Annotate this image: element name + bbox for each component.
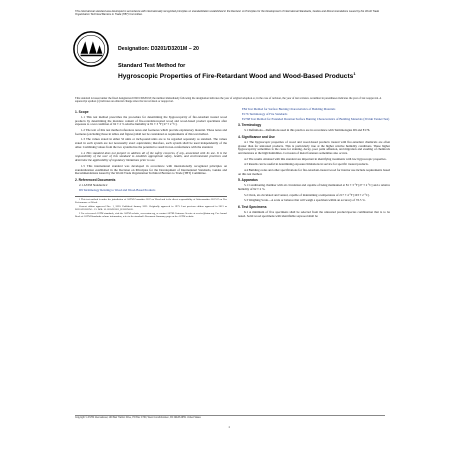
significance-para: 4.4 Building codes and other specifications for fire-retardant-treated wood for interior use include requirements based on this test method. [238, 167, 390, 176]
apparatus-para: 5.2 Oven, air-circulated and vented, capable of maintaining a temperature of 217 ± 4 °F [103 ± 2 °C]. [244, 192, 370, 197]
title-footnote-mark: 1 [353, 70, 356, 76]
section-referenced-documents-heading: 2. Referenced Documents [75, 177, 116, 182]
designation: Designation: D3201/D3201M − 20 [118, 46, 199, 52]
right-column [238, 108, 390, 220]
reference-link[interactable]: E2768 Test Method for Extended Duration Surface Burning Characteristics of Building Materials (30 min Tunnel Test) [242, 116, 390, 121]
scope-para: 1.3 The values stated in either SI units or inch-pound units are to be regarded separately as standard. The values stated in each system are not necessarily exact equivalents; therefore, each system shall be used independently of the other. Combining values from the two systems has the potential to result in non-conformance with the standard. [75, 137, 227, 149]
reference-link[interactable]: E84 Test Method for Surface Burning Characteristics of Building Materials [242, 107, 336, 111]
footnotes [75, 196, 227, 219]
footnote: Current edition approved Dec. 1, 2020. Published January 2021. Originally approved in 1973. Last previous edition approved in 2013 as D3201/D3201M – 13. DOI: 10.1520/D3201_D3201M-20. [75, 205, 227, 212]
significance-para: 4.2 The results obtained with this standard are important in identifying treatments with low hygroscopic properties. [244, 156, 387, 161]
title-block [118, 63, 363, 80]
significance-para: 4.1 The hygroscopic properties of wood and wood-based products treated with fire-retardant chemicals are often greater than for untreated products. This is particularly true at the higher relative humidity conditions. These higher hygroscopicity sometimes is the cause for staining, decay, poor paint adhesion, and migration and exuding of chemicals and moisture at the high humidities. Corrosion of metal fasteners sometimes also occurs. [238, 139, 390, 156]
significance-para: 4.3 Results can be useful in determining exposure limitations in service for specific treated products. [244, 162, 369, 167]
document-title-text: Hygroscopic Properties of Fire-Retardant Wood and Wood-Based Products [118, 72, 354, 80]
section-test-specimens-heading: 6. Test Specimens [238, 204, 267, 209]
footnote: 1 This test method is under the jurisdiction of ASTM Committee D07 on Wood and is the direct responsibility of Subcommittee D07.07 on Fire Performance of Wood. [75, 198, 227, 204]
section-scope-heading: 1. Scope [75, 109, 89, 114]
standard-label: Standard Test Method for [118, 63, 186, 69]
scope-para: 1.4 This standard does not purport to address all of the safety concerns, if any, associated with its use. It is the responsibility of the user of this standard to establish appropriate safety, health, and environmental practices and determine the applicability of regulatory limitations prior to use. [75, 150, 227, 163]
terminology-para: 3.1 Definitions—Definitions used in this practice are in accordance with Terminologies D9 and E176. [244, 128, 371, 133]
apparatus-para: 5.3 Weighing Scale—A scale or balance that will weigh a specimen within an accuracy of ±0.5 %. [244, 198, 366, 203]
page-number: 1 [228, 425, 230, 429]
document-title [118, 70, 363, 81]
section-apparatus-heading: 5. Apparatus [238, 178, 258, 183]
apparatus-para: 5.1 Conditioning chamber with air circulation and capable of being maintained at 81 ± 3 °F [27 ± 2 °C] and a relative humidity of 92 ± 2 %. [238, 183, 390, 192]
issuance-note: This standard is issued under the fixed designation D3201/D3201M; the number immediately following the designation indicates the year of original adoption or, in the case of revision, the year of last revision. A number in parentheses indicates the year of last reapproval. A superscript epsilon (ε) indicates an editorial change since the last revision or reapproval. [75, 97, 382, 104]
reference-item: 2.1 ASTM Standards:2 [79, 182, 108, 187]
specimens-para: 6.1 A minimum of five specimens shall be selected from the untreated product/species combination that is to be tested. Solid wood specimens with identifiable sapwood shall be [238, 209, 390, 218]
scope-para: 1.5 This international standard was developed in accordance with internationally recognized principles on standardization established in the Decision on Principles for the Development of International Standards, Guides and Recommendations issued by the World Trade Organization Technical Barriers to Trade (TBT) Committee. [75, 163, 227, 176]
scope-para: 1.2 The text of this test method references notes and footnotes which provide explanatory material. These notes and footnotes (excluding those in tables and figures) shall not be considered as requirements of this test method. [75, 127, 227, 136]
reference-link[interactable]: E176 Terminology of Fire Standards [242, 111, 288, 116]
wto-notice: This international standard was developed in accordance with internationally recognized principles on standardization established in the Decision on Principles for the Development of International Standards, Guides and Recommendations issued by the World Trade Organization Technical Barriers to Trade (TBT) Committee. [75, 10, 380, 17]
left-column [75, 108, 227, 220]
section-significance-heading: 4. Significance and Use [238, 134, 275, 139]
scope-para: 1.1 This test method prescribes the procedure for determining the hygroscopicity of fire-retardant treated wood products by determining the moisture content of fire-retardant-treated wood and wood-based product specimens after exposure to a test condition of 92 ± 2 % relative humidity at 81 ± 3 °F [27 ± 2 °C]. [75, 114, 227, 127]
astm-logo-icon [72, 30, 110, 68]
footnote: 2 For referenced ASTM standards, visit the ASTM website, www.astm.org, or contact ASTM Customer Service at service@astm.org. For Annual Book of ASTM Standards volume information, refer to the standard's Document Summary page on the ASTM website. [75, 212, 227, 219]
section-terminology-heading: 3. Terminology [238, 122, 262, 127]
copyright-notice: Copyright © ASTM International, 100 Barr Harbor Drive, PO Box C700, West Conshohocken, PA 19428-2959. United States [75, 417, 201, 419]
reference-link[interactable]: D9 Terminology Relating to Wood and Wood-Based Products [79, 187, 156, 192]
